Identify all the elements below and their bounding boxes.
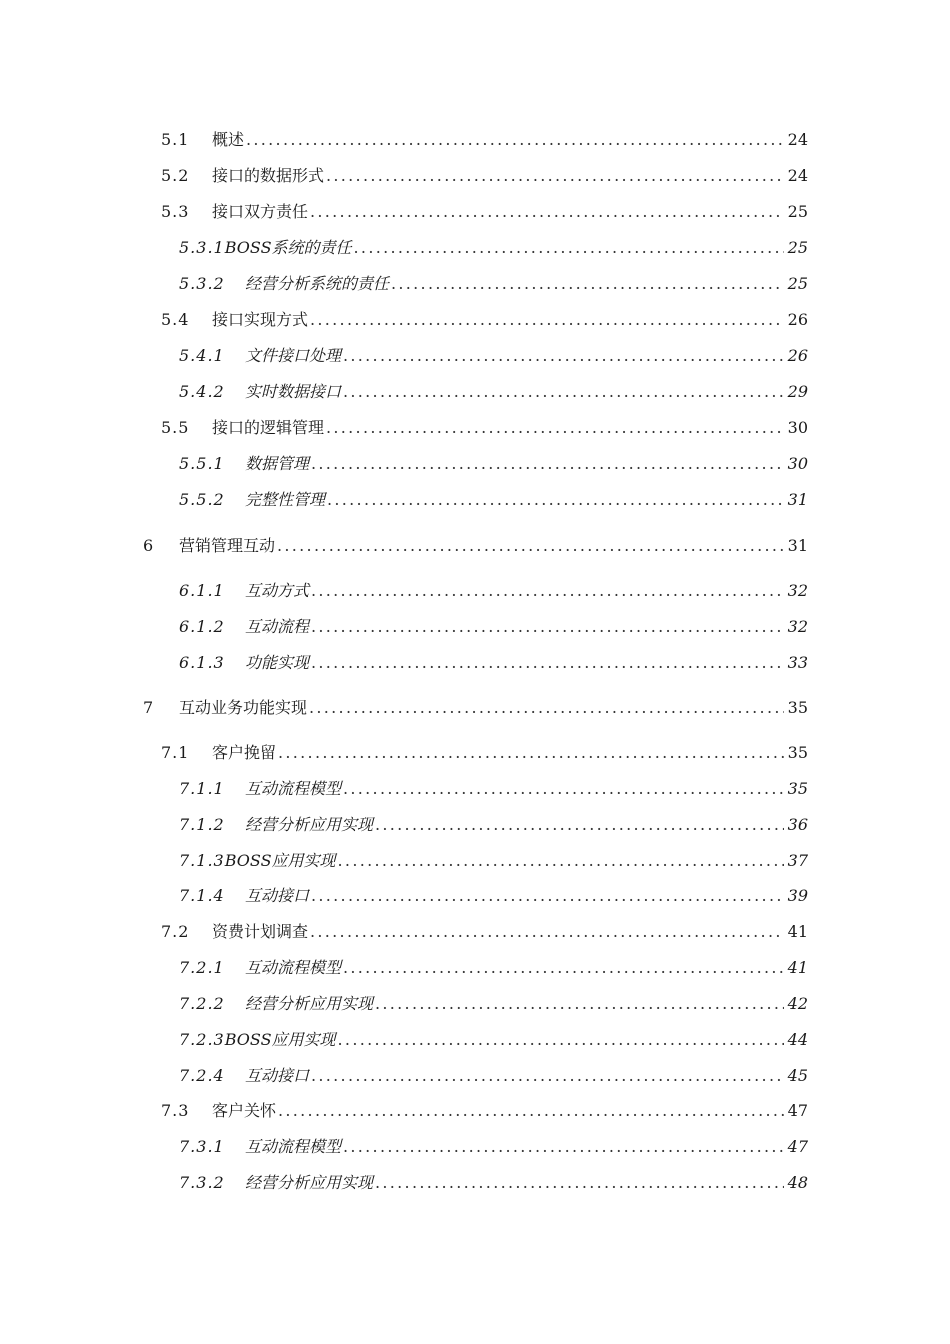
toc-entry-number: 5.5 — [161, 418, 190, 437]
toc-entry-page: 26 — [787, 346, 808, 365]
toc-entry-number: 6.1.2 — [179, 617, 225, 636]
toc-entry-title: 实时数据接口 — [245, 382, 342, 401]
toc-entry-number: 5.5.1 — [179, 454, 225, 473]
toc-entry-title: 接口的逻辑管理 — [212, 418, 325, 437]
toc-entry-title: 互动方式 — [245, 581, 310, 600]
dot-leader — [391, 274, 784, 294]
toc-entry-number: 7.2.4 — [179, 1066, 225, 1085]
dot-leader — [375, 994, 784, 1014]
toc-entry-title: 客户关怀 — [212, 1101, 277, 1120]
dot-leader — [343, 382, 784, 402]
toc-entry-number: 5.3 — [161, 202, 190, 221]
toc-entry-title: 互动流程模型 — [245, 958, 342, 977]
toc-entry-page: 36 — [787, 815, 808, 834]
toc-entry-title: 互动接口 — [245, 886, 310, 905]
dot-leader — [311, 653, 784, 673]
dot-leader — [311, 1066, 784, 1086]
toc-entry-page: 32 — [787, 581, 808, 600]
dot-leader — [338, 851, 784, 871]
toc-entry-6-1-2[interactable] — [179, 613, 808, 637]
dot-leader — [310, 202, 784, 222]
toc-entry-page: 41 — [787, 958, 808, 977]
toc-entry-number: 7.2 — [161, 922, 190, 941]
toc-entry-number: 5.3.2 — [179, 274, 225, 293]
dot-leader — [327, 490, 784, 510]
dot-leader — [278, 743, 784, 763]
toc-entry-page: 30 — [787, 418, 808, 437]
toc-entry-7-1[interactable] — [161, 739, 808, 763]
toc-entry-page: 41 — [787, 922, 808, 941]
toc-entry-page: 37 — [787, 851, 808, 870]
toc-entry-number: 5.1 — [161, 130, 190, 149]
dot-leader — [278, 1101, 784, 1121]
dot-leader — [310, 310, 784, 330]
toc-entry-title: 互动接口 — [245, 1066, 310, 1085]
toc-entry-page: 24 — [787, 130, 808, 149]
toc-entry-number: 7.2.1 — [179, 958, 225, 977]
toc-entry-page: 26 — [787, 310, 808, 329]
toc-entry-title: 互动流程 — [245, 617, 310, 636]
toc-entry-7-3-1[interactable] — [179, 1133, 808, 1157]
toc-entry-title: 概述 — [212, 130, 245, 149]
dot-leader — [311, 886, 784, 906]
toc-entry-number: 7.1 — [161, 743, 190, 762]
toc-entry-7-3-2[interactable] — [179, 1169, 808, 1193]
toc-entry-title: 接口的数据形式 — [212, 166, 325, 185]
toc-entry-5-3-2[interactable] — [179, 270, 808, 294]
dot-leader — [310, 922, 784, 942]
toc-entry-page: 32 — [787, 617, 808, 636]
toc-entry-page: 35 — [787, 779, 808, 798]
toc-entry-page: 35 — [787, 743, 808, 762]
dot-leader — [326, 418, 784, 438]
toc-entry-title: 数据管理 — [245, 454, 310, 473]
toc-entry-number: 7.3.1 — [179, 1137, 225, 1156]
dot-leader — [309, 698, 784, 718]
dot-leader — [375, 1173, 784, 1193]
toc-entry-title: 完整性管理 — [245, 490, 326, 509]
toc-entry-page: 25 — [787, 202, 808, 221]
toc-entry-page: 47 — [787, 1137, 808, 1156]
toc-entry-number: 7.3.2 — [179, 1173, 225, 1192]
toc-entry-5-3[interactable] — [161, 198, 808, 222]
toc-entry-number: 5.4 — [161, 310, 190, 329]
toc-entry-7-2[interactable] — [161, 918, 808, 942]
toc-entry-title: 经营分析应用实现 — [245, 994, 374, 1013]
toc-entry-number: 7 — [143, 698, 155, 717]
toc-entry-number: 6 — [143, 536, 155, 555]
toc-entry-5-3-1[interactable] — [179, 234, 808, 258]
toc-entry-title: 互动流程模型 — [245, 779, 342, 798]
toc-entry-7-1-2[interactable] — [179, 811, 808, 835]
toc-entry-title: 接口双方责任 — [212, 202, 309, 221]
toc-entry-7-1-4[interactable] — [179, 882, 808, 906]
toc-entry-number: 6.1.3 — [179, 653, 225, 672]
dot-leader — [343, 779, 784, 799]
toc-entry-number: 5.2 — [161, 166, 190, 185]
dot-leader — [375, 815, 784, 835]
toc-entry-7-3[interactable] — [161, 1097, 808, 1121]
toc-entry-page: 25 — [787, 238, 808, 257]
toc-entry-5-4-1[interactable] — [179, 342, 808, 366]
toc-entry-number: 7.2.2 — [179, 994, 225, 1013]
toc-entry-number: 5.4.2 — [179, 382, 225, 401]
toc-entry-number: 7.2.3 — [179, 1030, 225, 1049]
toc-entry-7[interactable] — [143, 694, 808, 718]
dot-leader — [311, 454, 784, 474]
toc-entry-5-5-2[interactable] — [179, 486, 808, 510]
toc-entry-number: 5.4.1 — [179, 346, 225, 365]
toc-entry-page: 29 — [787, 382, 808, 401]
toc-entry-page: 44 — [787, 1030, 808, 1049]
toc-entry-6-1-1[interactable] — [179, 577, 808, 601]
toc-entry-number: 7.1.3 — [179, 851, 225, 870]
toc-entry-page: 24 — [787, 166, 808, 185]
toc-entry-page: 39 — [787, 886, 808, 905]
toc-entry-title: BOSS系统的责任 — [224, 238, 352, 257]
toc-entry-number: 7.1.2 — [179, 815, 225, 834]
toc-entry-7-2-2[interactable] — [179, 990, 808, 1014]
toc-entry-5-1[interactable] — [161, 126, 808, 150]
toc-entry-5-2[interactable] — [161, 162, 808, 186]
toc-entry-7-2-4[interactable] — [179, 1062, 808, 1086]
dot-leader — [354, 238, 784, 258]
toc-entry-page: 47 — [787, 1101, 808, 1120]
toc-entry-7-2-3[interactable] — [179, 1026, 808, 1050]
toc-entry-5-5[interactable] — [161, 414, 808, 438]
toc-entry-title: BOSS应用实现 — [224, 851, 336, 870]
toc-entry-number: 7.1.4 — [179, 886, 225, 905]
toc-entry-page: 31 — [787, 536, 808, 555]
toc-entry-title: 功能实现 — [245, 653, 310, 672]
dot-leader — [343, 346, 784, 366]
dot-leader — [246, 130, 784, 150]
dot-leader — [343, 958, 784, 978]
toc-entry-page: 25 — [787, 274, 808, 293]
toc-entry-title: 互动业务功能实现 — [179, 698, 308, 717]
toc-entry-7-1-3[interactable] — [179, 847, 808, 871]
toc-entry-7-1-1[interactable] — [179, 775, 808, 799]
toc-entry-page: 33 — [787, 653, 808, 672]
toc-entry-page: 42 — [787, 994, 808, 1013]
toc-entry-6-1-3[interactable] — [179, 649, 808, 673]
toc-entry-number: 7.1.1 — [179, 779, 225, 798]
toc-entry-page: 31 — [787, 490, 808, 509]
dot-leader — [311, 617, 784, 637]
toc-entry-page: 35 — [787, 698, 808, 717]
toc-entry-6[interactable] — [143, 532, 808, 556]
toc-entry-title: 资费计划调查 — [212, 922, 309, 941]
toc-entry-number: 6.1.1 — [179, 581, 225, 600]
dot-leader — [326, 166, 784, 186]
toc-entry-title: 营销管理互动 — [179, 536, 276, 555]
toc-entry-page: 48 — [787, 1173, 808, 1192]
toc-entry-page: 45 — [787, 1066, 808, 1085]
toc-entry-number: 5.5.2 — [179, 490, 225, 509]
toc-entry-5-4[interactable] — [161, 306, 808, 330]
toc-entry-7-2-1[interactable] — [179, 954, 808, 978]
toc-entry-title: 经营分析系统的责任 — [245, 274, 390, 293]
toc-entry-title: 经营分析应用实现 — [245, 815, 374, 834]
dot-leader — [311, 581, 784, 601]
dot-leader — [338, 1030, 784, 1050]
toc-entry-title: BOSS应用实现 — [224, 1030, 336, 1049]
toc-entry-title: 经营分析应用实现 — [245, 1173, 374, 1192]
toc-entry-number: 5.3.1 — [179, 238, 225, 257]
toc-entry-5-5-1[interactable] — [179, 450, 808, 474]
toc-entry-title: 互动流程模型 — [245, 1137, 342, 1156]
toc-entry-title: 文件接口处理 — [245, 346, 342, 365]
toc-entry-page: 30 — [787, 454, 808, 473]
toc-entry-title: 客户挽留 — [212, 743, 277, 762]
toc-entry-5-4-2[interactable] — [179, 378, 808, 402]
toc-entry-number: 7.3 — [161, 1101, 190, 1120]
toc-entry-title: 接口实现方式 — [212, 310, 309, 329]
dot-leader — [277, 536, 784, 556]
dot-leader — [343, 1137, 784, 1157]
